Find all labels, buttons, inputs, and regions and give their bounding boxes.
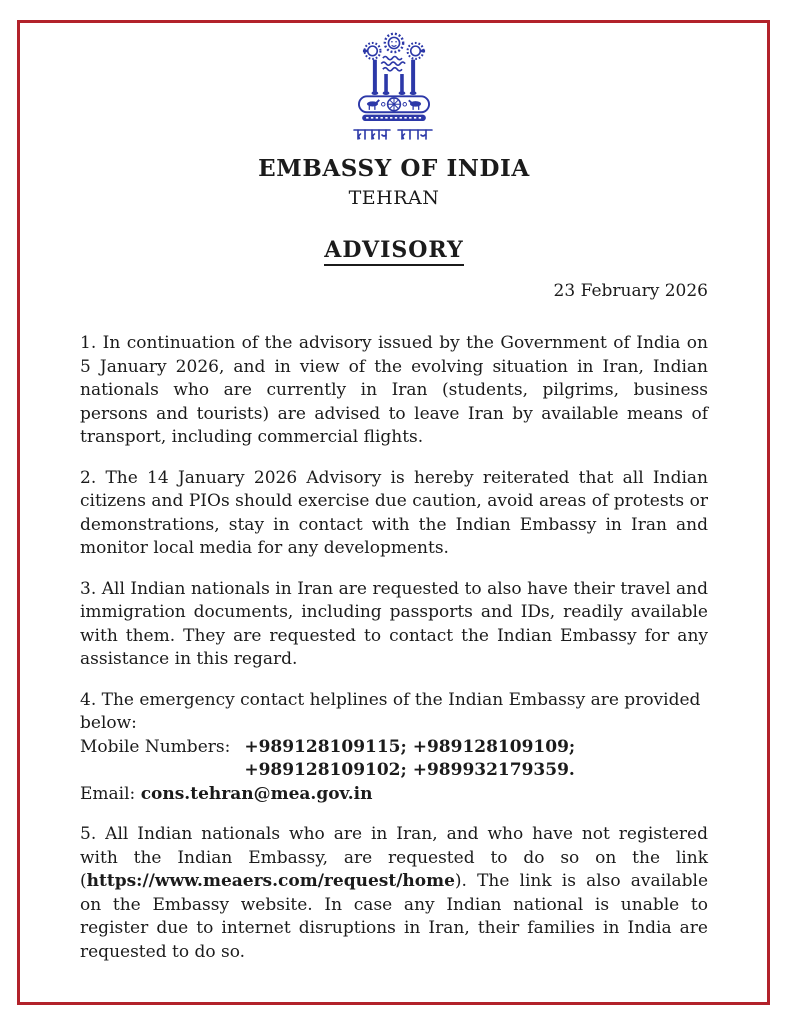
registration-url-link[interactable]: https://www.meaers.com/request/home — [86, 871, 455, 891]
email-label: Email: — [80, 783, 136, 804]
paragraph-5-suffix: ). The link is also available on the Embassy website. In case any Indian national is unable to register due to internet disruptions in Iran, their families in India are requested to do so. — [80, 871, 708, 962]
email-address-link[interactable]: cons.tehran@mea.gov.in — [140, 783, 373, 804]
mobile-numbers-label: Mobile Numbers: — [80, 736, 231, 757]
dharma-chakra-icon — [388, 98, 401, 111]
paragraph-4-contacts — [80, 689, 708, 807]
organization-title: EMBASSY OF INDIA — [258, 155, 530, 182]
contact-intro: 4. The emergency contact helplines of the Indian Embassy are provided below: — [80, 689, 701, 733]
paragraph-5 — [80, 823, 708, 964]
satyameva-jayate-motto — [352, 127, 436, 143]
paragraph-3: 3. All Indian nationals in Iran are requested to also have their travel and immigration documents, including passports and IDs, readily available with them. They are requested to contact the Indian Embassy for any assistance in this regard. — [80, 578, 708, 669]
email-row — [80, 783, 708, 807]
bull-icon — [409, 100, 421, 110]
paragraph-2: 2. The 14 January 2026 Advisory is hereby reiterated that all Indian citizens and PIOs should exercise due caution, avoid areas of protests or demonstrations, stay in contact with the Indian Embassy in Iran and monitor local media for any developments. — [80, 467, 708, 558]
mobile-numbers-row — [80, 736, 708, 783]
paragraph-1: 1. In continuation of the advisory issued by the Government of India on 5 January 2026, and in view of the evolving situation in Iran, Indian nationals who are currently in Iran (students, pilgrims, business persons and tourists) are advised to leave Iran by available means of transport, including commercial flights. — [80, 333, 708, 447]
document-title: ADVISORY — [324, 237, 463, 266]
mobile-numbers-line-1: +989128109115; +989128109109; — [244, 736, 576, 757]
mobile-numbers-values — [244, 736, 575, 783]
ashoka-lion-capital-icon — [346, 31, 442, 125]
paragraph-5-prefix: 5. All Indian nationals who are in Iran, and who have not registered with the Indian Embassy, are requested to do so on the link ( — [80, 824, 708, 891]
horse-icon — [367, 100, 379, 110]
india-emblem — [80, 31, 708, 143]
mobile-numbers-line-2: +989128109102; +989932179359. — [244, 760, 575, 780]
document-header — [80, 31, 708, 266]
document-content — [80, 20, 708, 964]
document-date: 23 February 2026 — [553, 281, 708, 301]
organization-location: TEHRAN — [348, 187, 440, 209]
